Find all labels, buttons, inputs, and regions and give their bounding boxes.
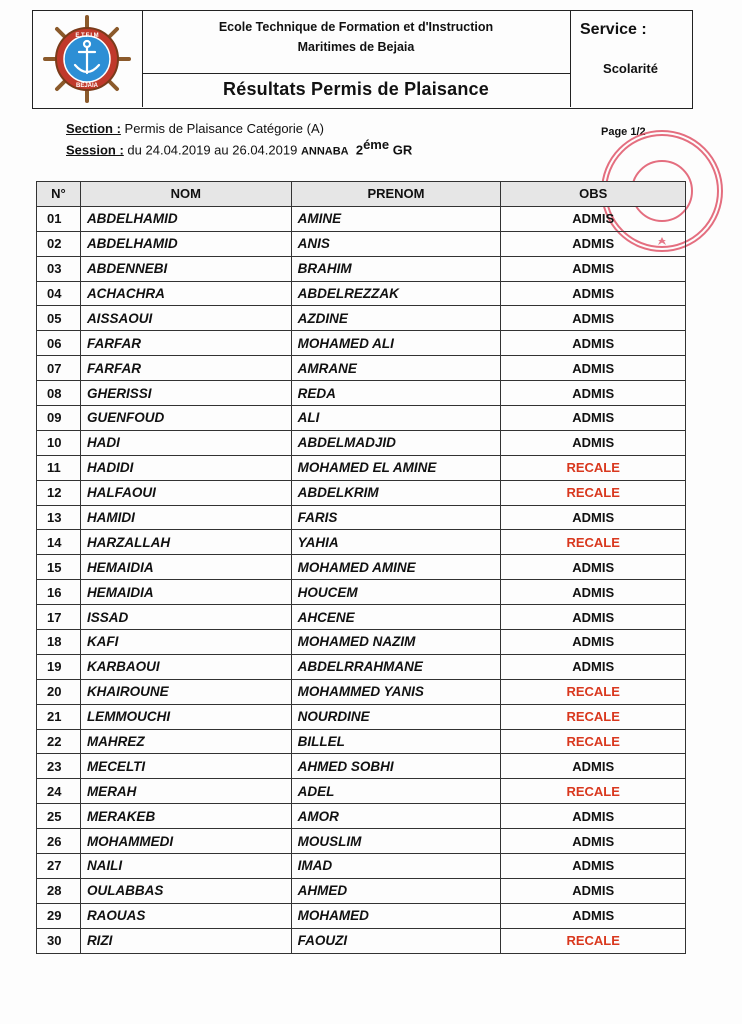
row-nom: ACHACHRA xyxy=(80,281,291,306)
school-logo xyxy=(33,11,142,107)
row-number: 26 xyxy=(37,829,81,854)
column-header-prenom: PRENOM xyxy=(291,182,501,207)
table-row xyxy=(37,704,686,729)
row-obs: ADMIS xyxy=(501,406,686,431)
table-row xyxy=(37,281,686,306)
row-nom: OULABBAS xyxy=(80,878,291,903)
table-row xyxy=(37,231,686,256)
row-obs: RECALE xyxy=(501,779,686,804)
school-name-line1: Ecole Technique de Formation et d'Instruction xyxy=(218,20,494,34)
table-header-row xyxy=(37,182,686,207)
row-number: 09 xyxy=(37,406,81,431)
row-number: 08 xyxy=(37,381,81,406)
row-nom: RIZI xyxy=(80,928,291,953)
row-prenom: YAHIA xyxy=(291,530,501,555)
table-row xyxy=(37,480,686,505)
column-header-nom: NOM xyxy=(80,182,291,207)
row-nom: GUENFOUD xyxy=(80,406,291,431)
row-nom: HADI xyxy=(80,430,291,455)
page-number: Page 1/2 xyxy=(601,126,646,138)
row-obs: ADMIS xyxy=(501,580,686,605)
row-nom: ABDELHAMID xyxy=(80,206,291,231)
school-name-line2: Maritimes de Bejaia xyxy=(297,40,415,54)
row-nom: HEMAIDIA xyxy=(80,580,291,605)
row-number: 19 xyxy=(37,654,81,679)
row-prenom: AMOR xyxy=(291,804,501,829)
column-header-obs: OBS xyxy=(501,182,686,207)
row-prenom: IMAD xyxy=(291,854,501,879)
row-nom: MERAH xyxy=(80,779,291,804)
row-number: 23 xyxy=(37,754,81,779)
row-number: 25 xyxy=(37,804,81,829)
row-prenom: BILLEL xyxy=(291,729,501,754)
row-prenom: MOHAMED EL AMINE xyxy=(291,455,501,480)
table-row xyxy=(37,455,686,480)
table-row xyxy=(37,555,686,580)
table-row xyxy=(37,729,686,754)
school-name xyxy=(142,17,570,57)
row-number: 05 xyxy=(37,306,81,331)
table-row xyxy=(37,654,686,679)
table-row xyxy=(37,829,686,854)
document-header xyxy=(32,10,693,109)
row-obs: ADMIS xyxy=(501,555,686,580)
row-obs: ADMIS xyxy=(501,281,686,306)
row-prenom: FAOUZI xyxy=(291,928,501,953)
table-row xyxy=(37,430,686,455)
row-nom: RAOUAS xyxy=(80,903,291,928)
row-prenom: AHMED xyxy=(291,878,501,903)
row-nom: FARFAR xyxy=(80,331,291,356)
row-nom: HALFAOUI xyxy=(80,480,291,505)
row-prenom: ADEL xyxy=(291,779,501,804)
row-nom: HARZALLAH xyxy=(80,530,291,555)
row-obs: RECALE xyxy=(501,704,686,729)
row-number: 30 xyxy=(37,928,81,953)
table-row xyxy=(37,306,686,331)
row-obs: ADMIS xyxy=(501,804,686,829)
row-nom: MAHREZ xyxy=(80,729,291,754)
row-number: 27 xyxy=(37,854,81,879)
row-obs: ADMIS xyxy=(501,903,686,928)
table-row xyxy=(37,331,686,356)
session-city: ANNABA xyxy=(300,145,349,158)
row-nom: LEMMOUCHI xyxy=(80,704,291,729)
row-nom: KHAIROUNE xyxy=(80,679,291,704)
row-obs: ADMIS xyxy=(501,356,686,381)
row-nom: AISSAOUI xyxy=(80,306,291,331)
group-suffix: GR xyxy=(392,142,413,158)
row-prenom: ANIS xyxy=(291,231,501,256)
row-nom: KAFI xyxy=(80,630,291,655)
row-number: 20 xyxy=(37,679,81,704)
row-obs: ADMIS xyxy=(501,854,686,879)
service-value: Scolarité xyxy=(603,61,658,76)
row-obs: ADMIS xyxy=(501,231,686,256)
table-row xyxy=(37,580,686,605)
row-nom: NAILI xyxy=(80,854,291,879)
row-number: 17 xyxy=(37,605,81,630)
group-number: 2 xyxy=(355,142,364,158)
svg-text:BEJAIA: BEJAIA xyxy=(75,83,99,89)
table-row xyxy=(37,206,686,231)
table-body xyxy=(37,206,686,953)
row-nom: HADIDI xyxy=(80,455,291,480)
column-header-num: N° xyxy=(37,182,81,207)
table-row xyxy=(37,779,686,804)
row-prenom: AHCENE xyxy=(291,605,501,630)
row-prenom: AHMED SOBHI xyxy=(291,754,501,779)
row-number: 15 xyxy=(37,555,81,580)
row-number: 28 xyxy=(37,878,81,903)
row-prenom: MOHAMED AMINE xyxy=(291,555,501,580)
row-prenom: FARIS xyxy=(291,505,501,530)
row-prenom: ABDELMADJID xyxy=(291,430,501,455)
row-obs: ADMIS xyxy=(501,630,686,655)
row-number: 06 xyxy=(37,331,81,356)
row-nom: ABDENNEBI xyxy=(80,256,291,281)
row-nom: HAMIDI xyxy=(80,505,291,530)
row-nom: MECELTI xyxy=(80,754,291,779)
row-number: 13 xyxy=(37,505,81,530)
table-row xyxy=(37,754,686,779)
row-obs: RECALE xyxy=(501,530,686,555)
session-line xyxy=(66,137,412,159)
row-number: 24 xyxy=(37,779,81,804)
row-prenom: MOHAMED NAZIM xyxy=(291,630,501,655)
table-row xyxy=(37,679,686,704)
row-number: 12 xyxy=(37,480,81,505)
row-prenom: REDA xyxy=(291,381,501,406)
table-row xyxy=(37,256,686,281)
row-prenom: HOUCEM xyxy=(291,580,501,605)
table-row xyxy=(37,804,686,829)
row-prenom: ABDELRRAHMANE xyxy=(291,654,501,679)
row-prenom: ALI xyxy=(291,406,501,431)
row-obs: ADMIS xyxy=(501,256,686,281)
logo-cell xyxy=(33,11,143,107)
row-number: 18 xyxy=(37,630,81,655)
row-prenom: AZDINE xyxy=(291,306,501,331)
session-value: du 24.04.2019 au 26.04.2019 xyxy=(127,142,298,158)
row-prenom: AMRANE xyxy=(291,356,501,381)
row-number: 02 xyxy=(37,231,81,256)
row-obs: ADMIS xyxy=(501,605,686,630)
table-row xyxy=(37,381,686,406)
table-row xyxy=(37,605,686,630)
row-prenom: ABDELREZZAK xyxy=(291,281,501,306)
row-prenom: MOHAMMED YANIS xyxy=(291,679,501,704)
row-number: 03 xyxy=(37,256,81,281)
title-box xyxy=(142,73,570,108)
row-obs: RECALE xyxy=(501,480,686,505)
row-prenom: MOHAMED ALI xyxy=(291,331,501,356)
results-table xyxy=(36,181,686,954)
table-row xyxy=(37,854,686,879)
row-obs: ADMIS xyxy=(501,331,686,356)
row-number: 07 xyxy=(37,356,81,381)
row-nom: MERAKEB xyxy=(80,804,291,829)
row-number: 29 xyxy=(37,903,81,928)
svg-text:E.T.F.I.M: E.T.F.I.M xyxy=(75,33,99,39)
row-prenom: AMINE xyxy=(291,206,501,231)
row-prenom: BRAHIM xyxy=(291,256,501,281)
row-number: 01 xyxy=(37,206,81,231)
row-number: 11 xyxy=(37,455,81,480)
row-nom: HEMAIDIA xyxy=(80,555,291,580)
row-obs: ADMIS xyxy=(501,206,686,231)
session-label: Session : xyxy=(66,142,124,158)
row-obs: ADMIS xyxy=(501,754,686,779)
section-line xyxy=(66,121,412,137)
row-obs: ADMIS xyxy=(501,878,686,903)
table-row xyxy=(37,406,686,431)
row-obs: ADMIS xyxy=(501,306,686,331)
row-nom: MOHAMMEDI xyxy=(80,829,291,854)
service-label: Service : xyxy=(580,21,647,38)
row-nom: GHERISSI xyxy=(80,381,291,406)
table-row xyxy=(37,505,686,530)
table-row xyxy=(37,878,686,903)
row-obs: ADMIS xyxy=(501,430,686,455)
row-obs: ADMIS xyxy=(501,654,686,679)
row-prenom: MOUSLIM xyxy=(291,829,501,854)
row-number: 10 xyxy=(37,430,81,455)
row-prenom: MOHAMED xyxy=(291,903,501,928)
row-obs: ADMIS xyxy=(501,381,686,406)
row-nom: FARFAR xyxy=(80,356,291,381)
row-nom: KARBAOUI xyxy=(80,654,291,679)
group-sup: éme xyxy=(363,137,390,152)
document-title: Résultats Permis de Plaisance xyxy=(223,79,489,99)
section-value: Permis de Plaisance Catégorie (A) xyxy=(124,121,324,136)
session-info xyxy=(66,121,412,159)
row-obs: ADMIS xyxy=(501,505,686,530)
service-cell xyxy=(570,11,691,107)
row-obs: RECALE xyxy=(501,455,686,480)
row-number: 22 xyxy=(37,729,81,754)
row-nom: ABDELHAMID xyxy=(80,231,291,256)
table-row xyxy=(37,928,686,953)
section-label: Section : xyxy=(66,121,121,136)
row-obs: RECALE xyxy=(501,928,686,953)
row-number: 04 xyxy=(37,281,81,306)
row-prenom: NOURDINE xyxy=(291,704,501,729)
header-title-cell xyxy=(142,11,571,107)
row-obs: RECALE xyxy=(501,729,686,754)
row-number: 16 xyxy=(37,580,81,605)
table-row xyxy=(37,356,686,381)
row-obs: RECALE xyxy=(501,679,686,704)
table-row xyxy=(37,630,686,655)
row-number: 14 xyxy=(37,530,81,555)
row-nom: ISSAD xyxy=(80,605,291,630)
row-obs: ADMIS xyxy=(501,829,686,854)
row-prenom: ABDELKRIM xyxy=(291,480,501,505)
table-row xyxy=(37,530,686,555)
row-number: 21 xyxy=(37,704,81,729)
table-row xyxy=(37,903,686,928)
